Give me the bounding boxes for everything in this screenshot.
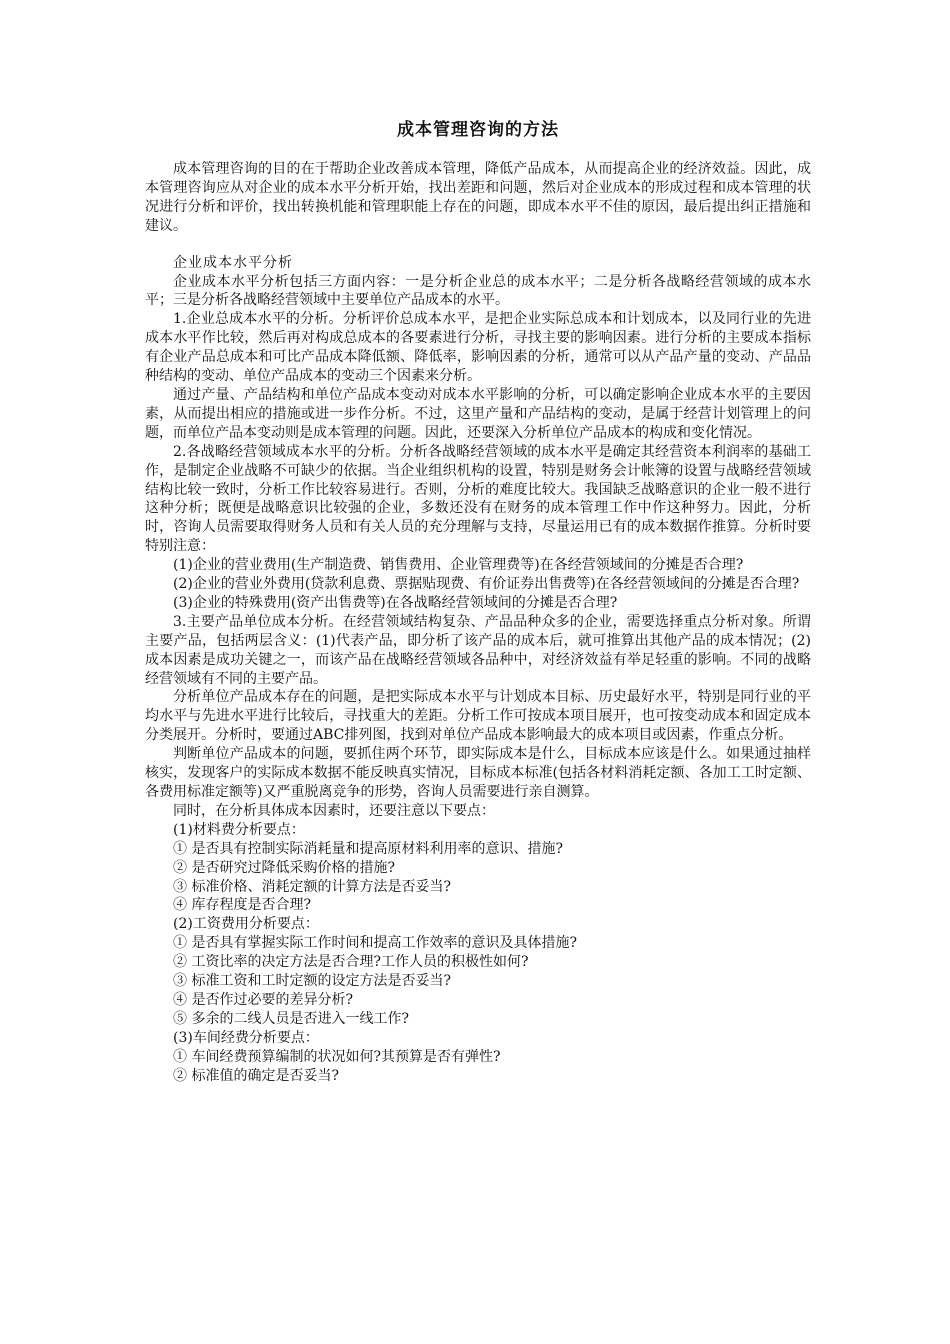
list-item: (3)车间经费分析要点：: [173, 1029, 319, 1046]
paragraph: 分析单位产品成本存在的问题，是把实际成本水平与计划成本目标、历史最好水平，特别是同行业的平均水平与先进水平进行比较后，寻找重大的差距。分析工作可按成本项目展开，也可按变动成本和固定成本分类展开。分析时，要通过ABC排列图，找到对单位产品成本影响最大的成本项目或因素，作重点分析。: [145, 689, 811, 744]
section-heading: 企业成本水平分析: [173, 254, 293, 271]
paragraph: 2.各战略经营领域成本水平的分析。分析各战略经营领域的成本水平是确定其经营资本利润率的基础工作，是制定企业战略不可缺少的依据。当企业组织机构的设置，特别是财务会计帐簿的设置与战略经营领域结构比较一致时，分析工作比较容易进行。否则，分析的难度比较大。我国缺乏战略意识的企业一般不进行这种分析；既便是战略意识比较强的企业，多数还没有在财务的成本管理工作中作这种努力。因此，分析时，咨询人员需要取得财务人员和有关人员的充分理解与支持，尽量运用已有的成本数据作推算。分析时要特别注意：: [145, 443, 811, 555]
list-item: ③ 标准价格、消耗定额的计算方法是否妥当?: [173, 878, 451, 895]
list-item: ③ 标准工资和工时定额的设定方法是否妥当?: [173, 973, 451, 990]
paragraph: 判断单位产品成本的问题，要抓住两个环节，即实际成本是什么，目标成本应该是什么。如果通过抽样核实，发现客户的实际成本数据不能反映真实情况，目标成本标准(包括各材料消耗定额、各加工工时定额、各费用标准定额等)又严重脱离竞争的形势，咨询人员需要进行亲自测算。: [145, 746, 811, 800]
section-gap: [145, 236, 811, 254]
paragraph: 企业成本水平分析包括三方面内容：一是分析企业总的成本水平；二是分析各战略经营领域的成本水平；三是分析各战略经营领域中主要单位产品成本的水平。: [145, 273, 811, 309]
paragraph: 3.主要产品单位成本分析。在经营领域结构复杂、产品品种众多的企业，需要选择重点分析对象。所谓主要产品，包括两层含义：(1)代表产品，即分析了该产品的成本后，就可推算出其他产品的成本情况；(2)成本因素是成功关键之一，而该产品在战略经营领域各品种中，对经济效益有举足轻重的影响。不同的战略经营领域有不同的主要产品。: [145, 613, 811, 687]
list-item: ② 标准值的确定是否妥当?: [173, 1067, 339, 1084]
paragraph: 通过产量、产品结构和单位产品成本变动对成本水平影响的分析，可以确定影响企业成本水平的主要因素，从而提出相应的措施或进一步作分析。不过，这里产量和产品结构的变动，是属于经营计划管理上的问题，而单位产品本变动则是成本管理的问题。因此，还要深入分析单位产品成本的构成和变化情况。: [145, 386, 811, 441]
document-page: [145, 118, 811, 1086]
list-item: ② 是否研究过降低采购价格的措施?: [173, 859, 395, 876]
list-item: ④ 库存程度是否合理?: [173, 897, 311, 914]
list-item: ① 是否具有掌握实际工作时间和提高工作效率的意识及具体措施?: [173, 935, 577, 952]
paragraph: (1)企业的营业费用(生产制造费、销售费用、企业管理费等)在各经营领域间的分摊是否合理?: [173, 557, 744, 574]
document-title: 成本管理咨询的方法: [397, 120, 559, 140]
paragraph: 同时，在分析具体成本因素时，还要注意以下要点：: [173, 802, 495, 819]
intro-paragraph: 成本管理咨询的目的在于帮助企业改善成本管理，降低产品成本，从而提高企业的经济效益。因此，成本管理咨询应从对企业的成本水平分析开始，找出差距和问题，然后对企业成本的形成过程和成本管理的状况进行分析和评价，找出转换机能和管理职能上存在的问题，即成本水平不佳的原因，最后提出纠正措施和建议。: [145, 161, 811, 234]
paragraph: (2)企业的营业外费用(贷款利息费、票据贴现费、有价证券出售费等)在各经营领域间的分摊是否合理?: [173, 576, 800, 593]
list-item: ④ 是否作过必要的差异分析?: [173, 991, 353, 1008]
list-item: (1)材料费分析要点：: [173, 821, 305, 838]
list-item: (2)工资费用分析要点：: [173, 916, 319, 933]
list-item: ⑤ 多余的二线人员是否进入一线工作?: [173, 1010, 409, 1027]
paragraph: 1.企业总成本水平的分析。分析评价总成本水平，是把企业实际总成本和计划成本，以及同行业的先进成本水平作比较，然后再对构成总成本的各要素进行分析，寻找主要的影响因素。进行分析的主要成本指标有企业产品总成本和可比产品成本降低额、降低率，影响因素的分析，通常可以从产品产量的变动、产品品种结构的变动、单位产品成本的变动三个因素来分析。: [145, 311, 811, 385]
list-item: ② 工资比率的决定方法是否合理?工作人员的积极性如何?: [173, 954, 529, 971]
list-item: ① 车间经费预算编制的状况如何?其预算是否有弹性?: [173, 1048, 501, 1065]
paragraph: (3)企业的特殊费用(资产出售费等)在各战略经营领域间的分摊是否合理?: [173, 594, 618, 611]
list-item: ① 是否具有控制实际消耗量和提高原材料利用率的意识、措施?: [173, 840, 563, 857]
